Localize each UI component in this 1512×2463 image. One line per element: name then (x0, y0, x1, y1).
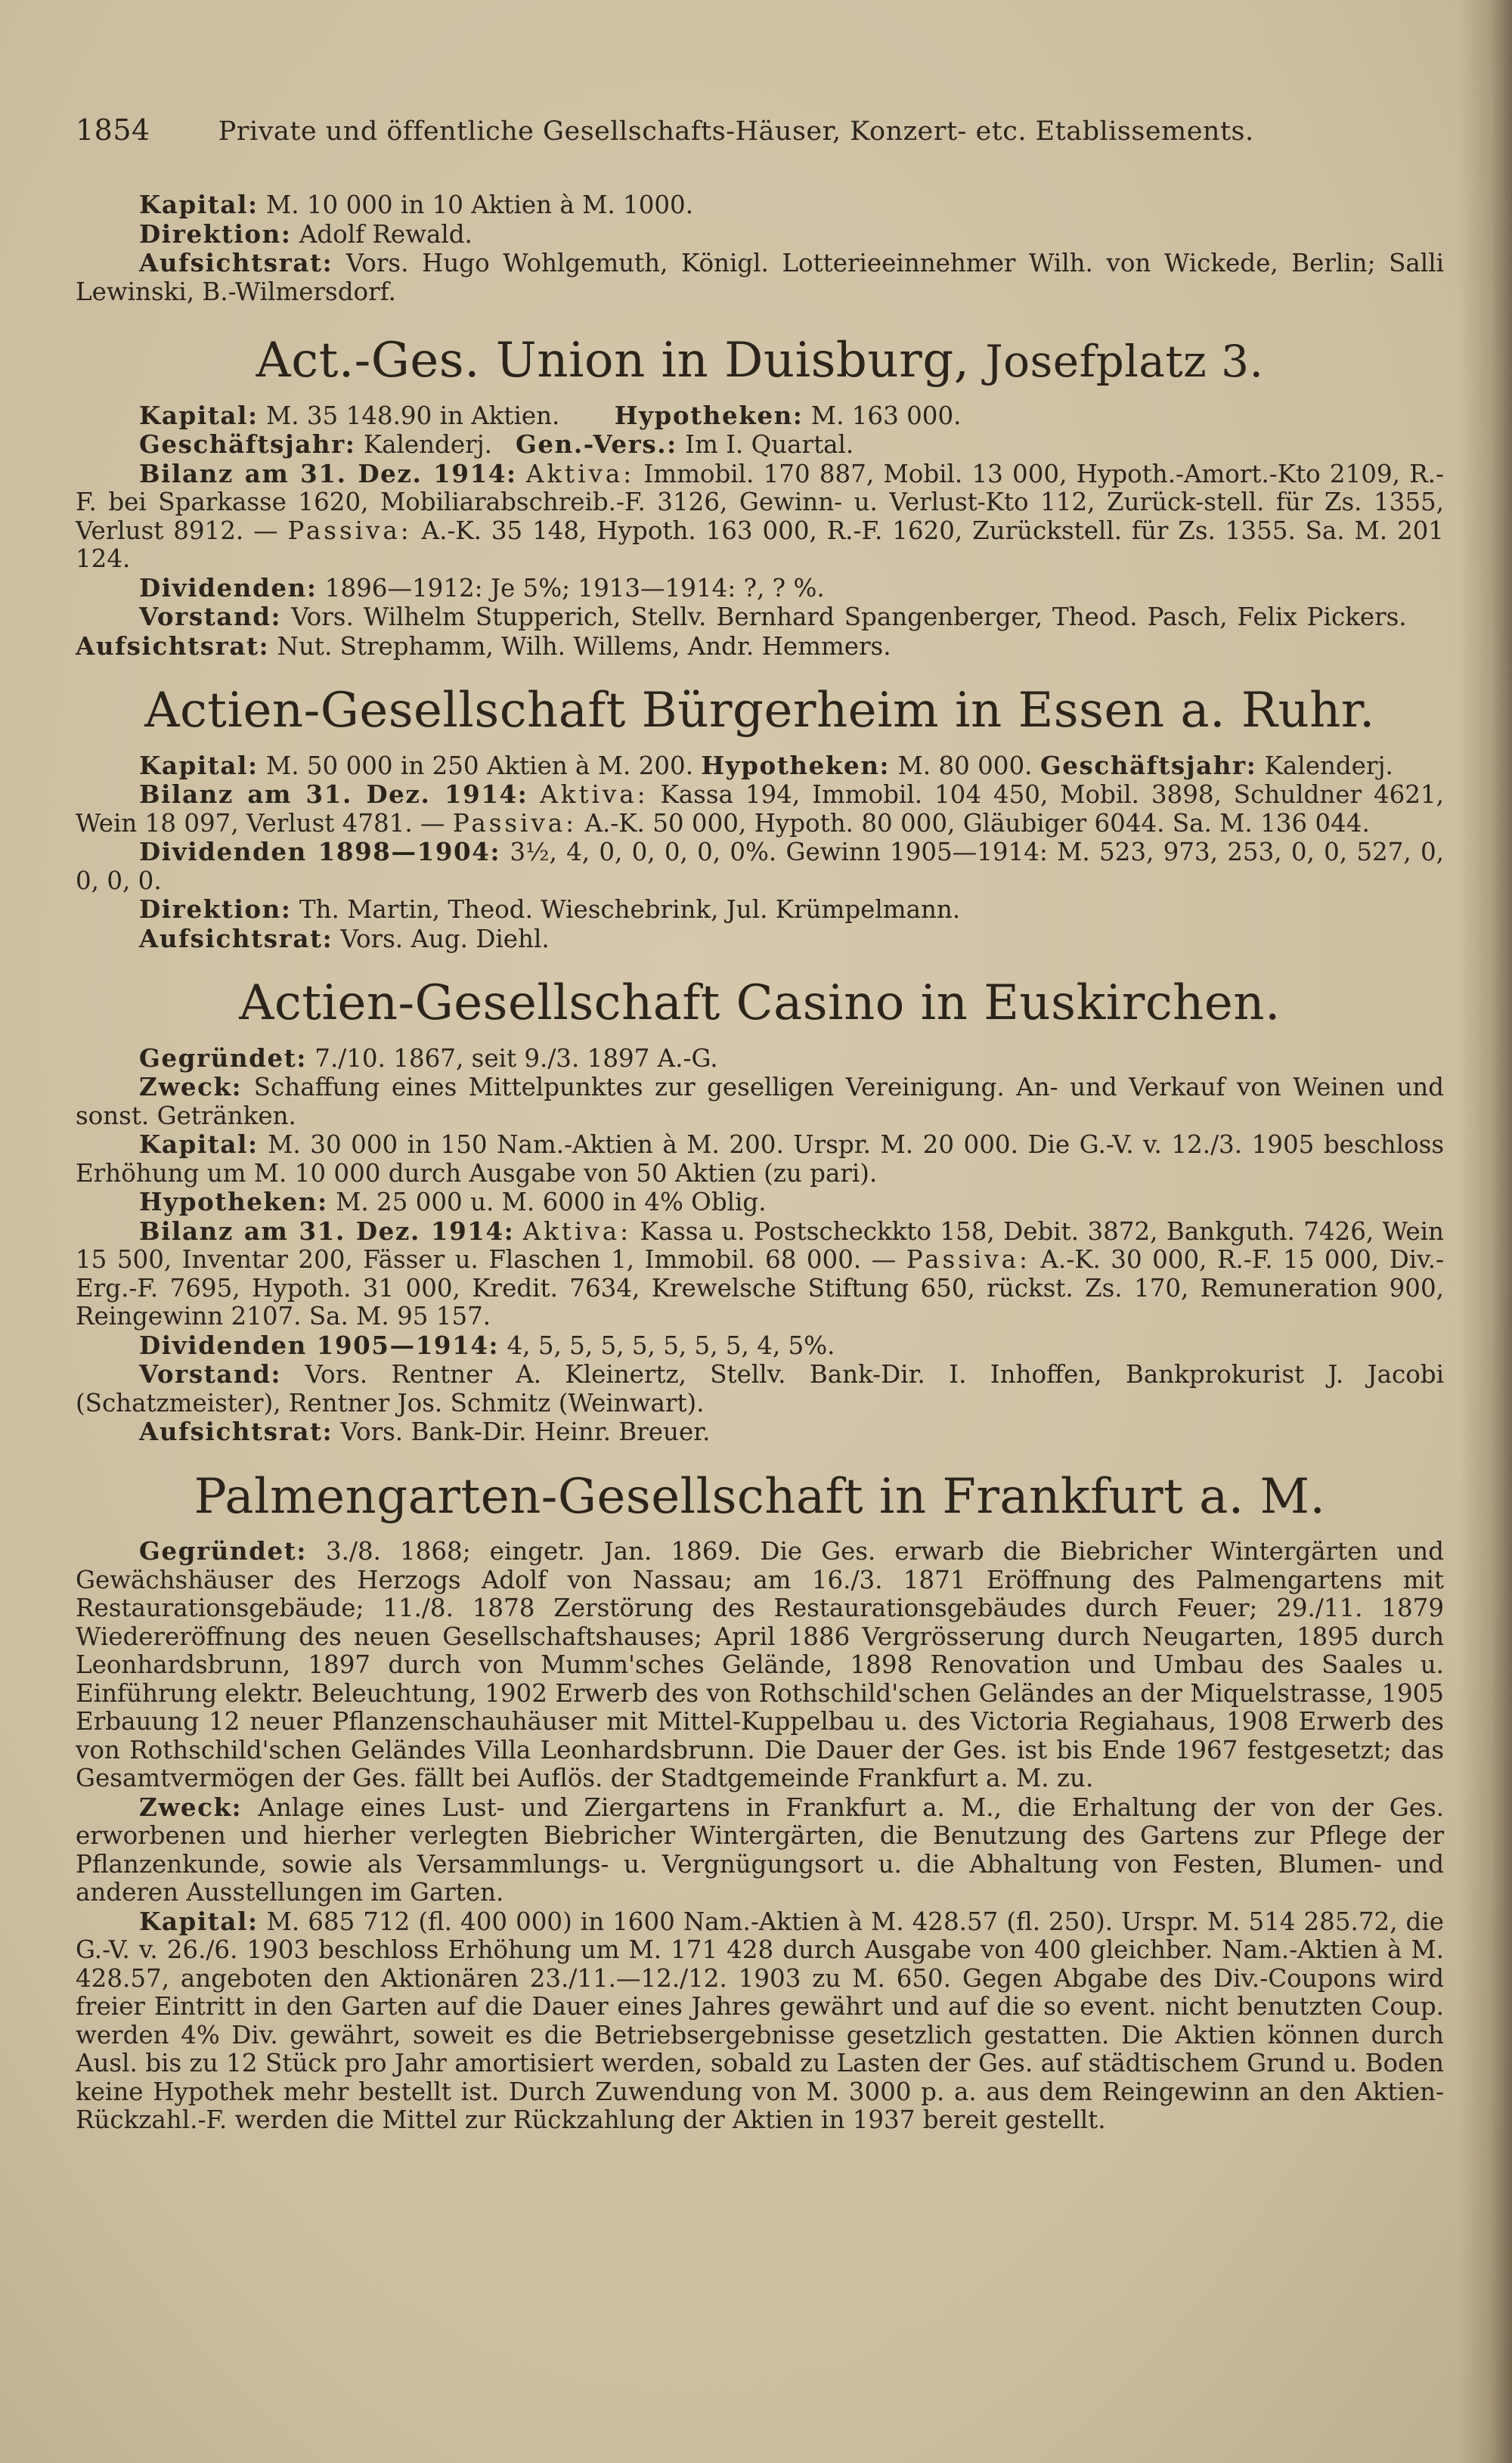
geschaeftsjahr-paragraph (76, 430, 1444, 460)
entry-title: Actien-Gesellschaft Casino in Euskirchen. (239, 975, 1281, 1032)
hypotheken-text: M. 80 000. (897, 751, 1033, 780)
vorstand-paragraph (76, 1360, 1444, 1417)
aufsichtsrat-paragraph (76, 925, 1444, 954)
entry-title: Palmengarten-Gesellschaft in Frankfurt a. M. (194, 1468, 1326, 1525)
aufsichtsrat-label: Aufsichtsrat: (76, 630, 270, 661)
hypotheken-label: Hypotheken: (139, 1187, 328, 1217)
aktiva-label: Aktiva: (540, 780, 649, 810)
passiva-text: A.-K. 50 000, Hypoth. 80 000, Gläubiger 6044. Sa. M. 136 044. (584, 808, 1370, 838)
zweck-text: Anlage eines Lust- und Ziergartens in Frankfurt a. M., die Erhaltung der von der Ges. erworbenen und hierher verlegten Biebricher Wintergärten, die Benutzung des Gartens zur Pflege der Pflanzenkunde, sowie als Versammlungs- u. Vergnügungsort u. die Abhaltung von Festen, Blumen- und anderen Ausstellungen im Garten. (76, 1792, 1444, 1907)
aktiva-label: Aktiva: (522, 1216, 632, 1246)
entry-title (76, 333, 1444, 389)
kapital-paragraph (76, 1907, 1444, 2135)
gegruendet-paragraph (76, 1537, 1444, 1793)
entry-palmengarten-frankfurt (76, 1470, 1444, 2135)
passiva-label: Passiva: (906, 1245, 1030, 1275)
entry-buergerheim-essen (76, 683, 1444, 953)
dividenden-text: 3½, 4, 0, 0, 0, 0, 0%. Gewinn 1905—1914: M. 523, 973, 253, 0, 0, 527, 0, 0, 0, 0. (76, 838, 1444, 895)
page-edge-shadow (1459, 0, 1512, 2463)
direktion-label: Direktion: (139, 218, 292, 249)
zweck-paragraph (76, 1793, 1444, 1907)
entry-title-main: Act.-Ges. Union in Duisburg, (256, 333, 970, 389)
geschaeftsjahr-text: Kalenderj. (363, 430, 493, 460)
kapital-paragraph (76, 401, 1444, 431)
kapital-text: M. 50 000 in 250 Aktien à M. 200. (265, 751, 694, 780)
hypotheken-paragraph (76, 1188, 1444, 1217)
entry-union-duisburg (76, 333, 1444, 661)
dividenden-paragraph (76, 838, 1444, 895)
dividenden-label: Dividenden 1898—1904: (139, 837, 501, 867)
aktiva-text: Kassa u. Postscheckkto 158, Debit. 3872, Bankguth. 7426, Wein 15 500, Inventar 200, Fässer u. Flaschen 1, Immobil. 68 000. — (76, 1216, 1444, 1275)
bilanz-paragraph (76, 460, 1444, 574)
dividenden-text: 4, 5, 5, 5, 5, 5, 5, 5, 4, 5%. (507, 1331, 835, 1360)
zweck-label: Zweck: (139, 1072, 243, 1102)
running-title: Private und öffentliche Gesellschafts-Häuser, Konzert- etc. Etablissements. (218, 116, 1254, 147)
zweck-text: Schaffung eines Mittelpunktes zur geselligen Vereinigung. An- und Verkauf von Weinen und sonst. Getränken. (76, 1073, 1444, 1130)
kapital-label: Kapital: (139, 1906, 259, 1936)
entry-continuation (76, 191, 1444, 306)
entry-title: Actien-Gesellschaft Bürgerheim in Essen a. Ruhr. (144, 683, 1375, 739)
kapital-label: Kapital: (139, 190, 259, 219)
kapital-label: Kapital: (139, 1129, 259, 1160)
genvers-label: Gen.-Vers.: (516, 429, 677, 460)
direktion-label: Direktion: (139, 894, 292, 925)
dividenden-paragraph (76, 1331, 1444, 1361)
kapital-text: M. 35 148.90 in Aktien. (265, 401, 560, 430)
passiva-text: A.-K. 30 000, R.-F. 15 000, Div.-Erg.-F. 7695, Hypoth. 31 000, Kredit. 7634, Krewelsche Stiftung 650, rückst. Zs. 170, Remuneration 900, Reingewinn 2107. Sa. M. 95 157. (76, 1245, 1444, 1331)
bilanz-label: Bilanz am 31. Dez. 1914: (139, 779, 528, 810)
zweck-label: Zweck: (139, 1792, 243, 1822)
aufsichtsrat-label: Aufsichtsrat: (139, 1417, 333, 1447)
aufsichtsrat-text: Vors. Bank-Dir. Heinr. Breuer. (340, 1417, 711, 1447)
kapital-paragraph (76, 751, 1444, 781)
aktiva-text: Kassa 194, Immobil. 104 450, Mobil. 3898, Schuldner 4621, Wein 18 097, Verlust 4781. — (76, 780, 1444, 838)
hypotheken-text: M. 25 000 u. M. 6000 in 4% Oblig. (336, 1188, 767, 1217)
bilanz-paragraph (76, 780, 1444, 838)
gegruendet-text: 3./8. 1868; eingetr. Jan. 1869. Die Ges. erwarb die Biebricher Wintergärten und Gewächshäuser des Herzogs Adolf von Nassau; am 16./3. 1871 Eröffnung des Palmengartens mit Restaurationsgebäude; 11./8. 1878 Zerstörung des Restaurationsgebäudes durch Feuer; 29./11. 1879 Wiedereröffnung des neuen Gesellschaftshauses; April 1886 Vergrösserung durch Neugarten, 1895 durch Leonhardsbrunn, 1897 durch von Mumm'sches Gelände, 1898 Renovation und Umbau des Saales u. Einführung elektr. Beleuchtung, 1902 Erwerb des von Rothschild'schen Geländes an der Miquelstrasse, 1905 Erbauung 12 neuer Pflanzenschauhäuser mit Mittel-Kuppelbau u. des Victoria Regiahaus, 1908 Erwerb des von Rothschild'schen Geländes Villa Leonhardsbrunn. Die Dauer der Ges. ist bis Ende 1967 festgesetzt; das Gesamtvermögen der Ges. fällt bei Auflös. der Stadtgemeinde Frankfurt a. M. zu. (76, 1537, 1444, 1793)
aufsichtsrat-text: Nut. Strephamm, Wilh. Willems, Andr. Hemmers. (277, 631, 891, 661)
bilanz-label: Bilanz am 31. Dez. 1914: (139, 1216, 515, 1246)
running-head (76, 113, 1444, 147)
passiva-label: Passiva: (452, 808, 578, 838)
direktion-paragraph (76, 895, 1444, 925)
aufsichtsrat-paragraph (76, 1417, 1444, 1447)
entry-title-sub: Josefplatz 3. (985, 336, 1264, 387)
dividenden-label: Dividenden: (139, 572, 318, 603)
hypotheken-label: Hypotheken: (701, 750, 891, 780)
vorstand-label: Vorstand: (139, 1359, 282, 1390)
aktiva-text: Immobil. 170 887, Mobil. 13 000, Hypoth.-Amort.-Kto 2109, R.-F. bei Sparkasse 1620, Mobiliarabschreib.-F. 3126, Gewinn- u. Verlust-Kto 112, Zurück-stell. für Zs. 1355, Verlust 8912. — (76, 459, 1444, 545)
kapital-label: Kapital: (139, 400, 259, 430)
passiva-text: A.-K. 35 148, Hypoth. 163 000, R.-F. 1620, Zurückstell. für Zs. 1355. Sa. M. 201 124. (76, 516, 1444, 574)
kapital-paragraph (76, 1130, 1444, 1188)
passiva-label: Passiva: (287, 516, 412, 545)
aktiva-label: Aktiva: (525, 459, 635, 488)
entry-casino-euskirchen (76, 976, 1444, 1447)
geschaeftsjahr-label: Geschäftsjahr: (1040, 750, 1257, 780)
zweck-paragraph (76, 1073, 1444, 1130)
aufsichtsrat-text: Vors. Hugo Wohlgemuth, Königl. Lotterieeinnehmer Wilh. von Wickede, Berlin; Salli Lewinski, B.-Wilmersdorf. (76, 249, 1444, 306)
direktion-text: Adolf Rewald. (299, 219, 472, 249)
vorstand-label: Vorstand: (139, 602, 282, 632)
direktion-text: Th. Martin, Theod. Wieschebrink, Jul. Krümpelmann. (299, 895, 961, 925)
aufsichtsrat-paragraph (76, 249, 1444, 306)
gegruendet-paragraph (76, 1044, 1444, 1073)
dividenden-paragraph (76, 574, 1444, 603)
bilanz-label: Bilanz am 31. Dez. 1914: (139, 458, 517, 488)
hypotheken-label: Hypotheken: (614, 400, 804, 430)
aufsichtsrat-label: Aufsichtsrat: (139, 248, 333, 277)
kapital-text: M. 30 000 in 150 Nam.-Aktien à M. 200. Urspr. M. 20 000. Die G.-V. v. 12./3. 1905 beschloss Erhöhung um M. 10 000 durch Ausgabe von 50 Aktien (zu pari). (76, 1130, 1444, 1188)
genvers-text: Im I. Quartal. (685, 430, 854, 460)
vorstand-paragraph (76, 603, 1444, 661)
kapital-paragraph (76, 191, 1444, 220)
aufsichtsrat-label: Aufsichtsrat: (139, 923, 333, 953)
bilanz-paragraph (76, 1217, 1444, 1331)
geschaeftsjahr-label: Geschäftsjahr: (139, 429, 356, 460)
aufsichtsrat-text: Vors. Aug. Diehl. (340, 924, 550, 953)
kapital-text: M. 685 712 (fl. 400 000) in 1600 Nam.-Aktien à M. 428.57 (fl. 250). Urspr. M. 514 285.72, die G.-V. v. 26./6. 1903 beschloss Erhöhung um M. 171 428 durch Ausgabe von 400 gleichber. Nam.-Aktien à M. 428.57, angeboten den Aktionären 23./11.—12./12. 1903 zu M. 650. Gegen Abgabe des Div.-Coupons wird freier Eintritt in den Garten auf die Dauer eines Jahres gewährt und auf die so event. nicht benutzten Coup. werden 4% Div. gewährt, soweit es die Betriebsergebnisse gesetzlich gestatten. Die Aktien können durch Ausl. bis zu 12 Stück pro Jahr amortisiert werden, sobald zu Lasten der Ges. auf städtischem Grund u. Boden keine Hypothek mehr bestellt ist. Durch Zuwendung von M. 3000 p. a. aus dem Reingewinn an den Aktien-Rückzahl.-F. werden die Mittel zur Rückzahlung der Aktien in 1937 bereit gestellt. (76, 1907, 1444, 2135)
hypotheken-text: M. 163 000. (810, 401, 962, 430)
kapital-label: Kapital: (139, 750, 259, 780)
vorstand-text: Vors. Wilhelm Stupperich, Stellv. Bernhard Spangenberger, Theod. Pasch, Felix Pickers. (291, 603, 1407, 632)
geschaeftsjahr-text: Kalenderj. (1264, 751, 1393, 780)
gegruendet-label: Gegründet: (139, 1536, 307, 1566)
gegruendet-label: Gegründet: (139, 1043, 307, 1073)
direktion-paragraph (76, 220, 1444, 249)
kapital-text: M. 10 000 in 10 Aktien à M. 1000. (265, 191, 694, 219)
page-number: 1854 (76, 113, 150, 147)
dividenden-label: Dividenden 1905—1914: (139, 1330, 500, 1360)
dividenden-text: 1896—1912: Je 5%; 1913—1914: ?, ? %. (324, 573, 825, 603)
gegruendet-text: 7./10. 1867, seit 9./3. 1897 A.-G. (314, 1043, 718, 1073)
vorstand-text: Vors. Rentner A. Kleinertz, Stellv. Bank-Dir. I. Inhoffen, Bankprokurist J. Jacobi (Schatzmeister), Rentner Jos. Schmitz (Weinwart). (76, 1360, 1444, 1417)
